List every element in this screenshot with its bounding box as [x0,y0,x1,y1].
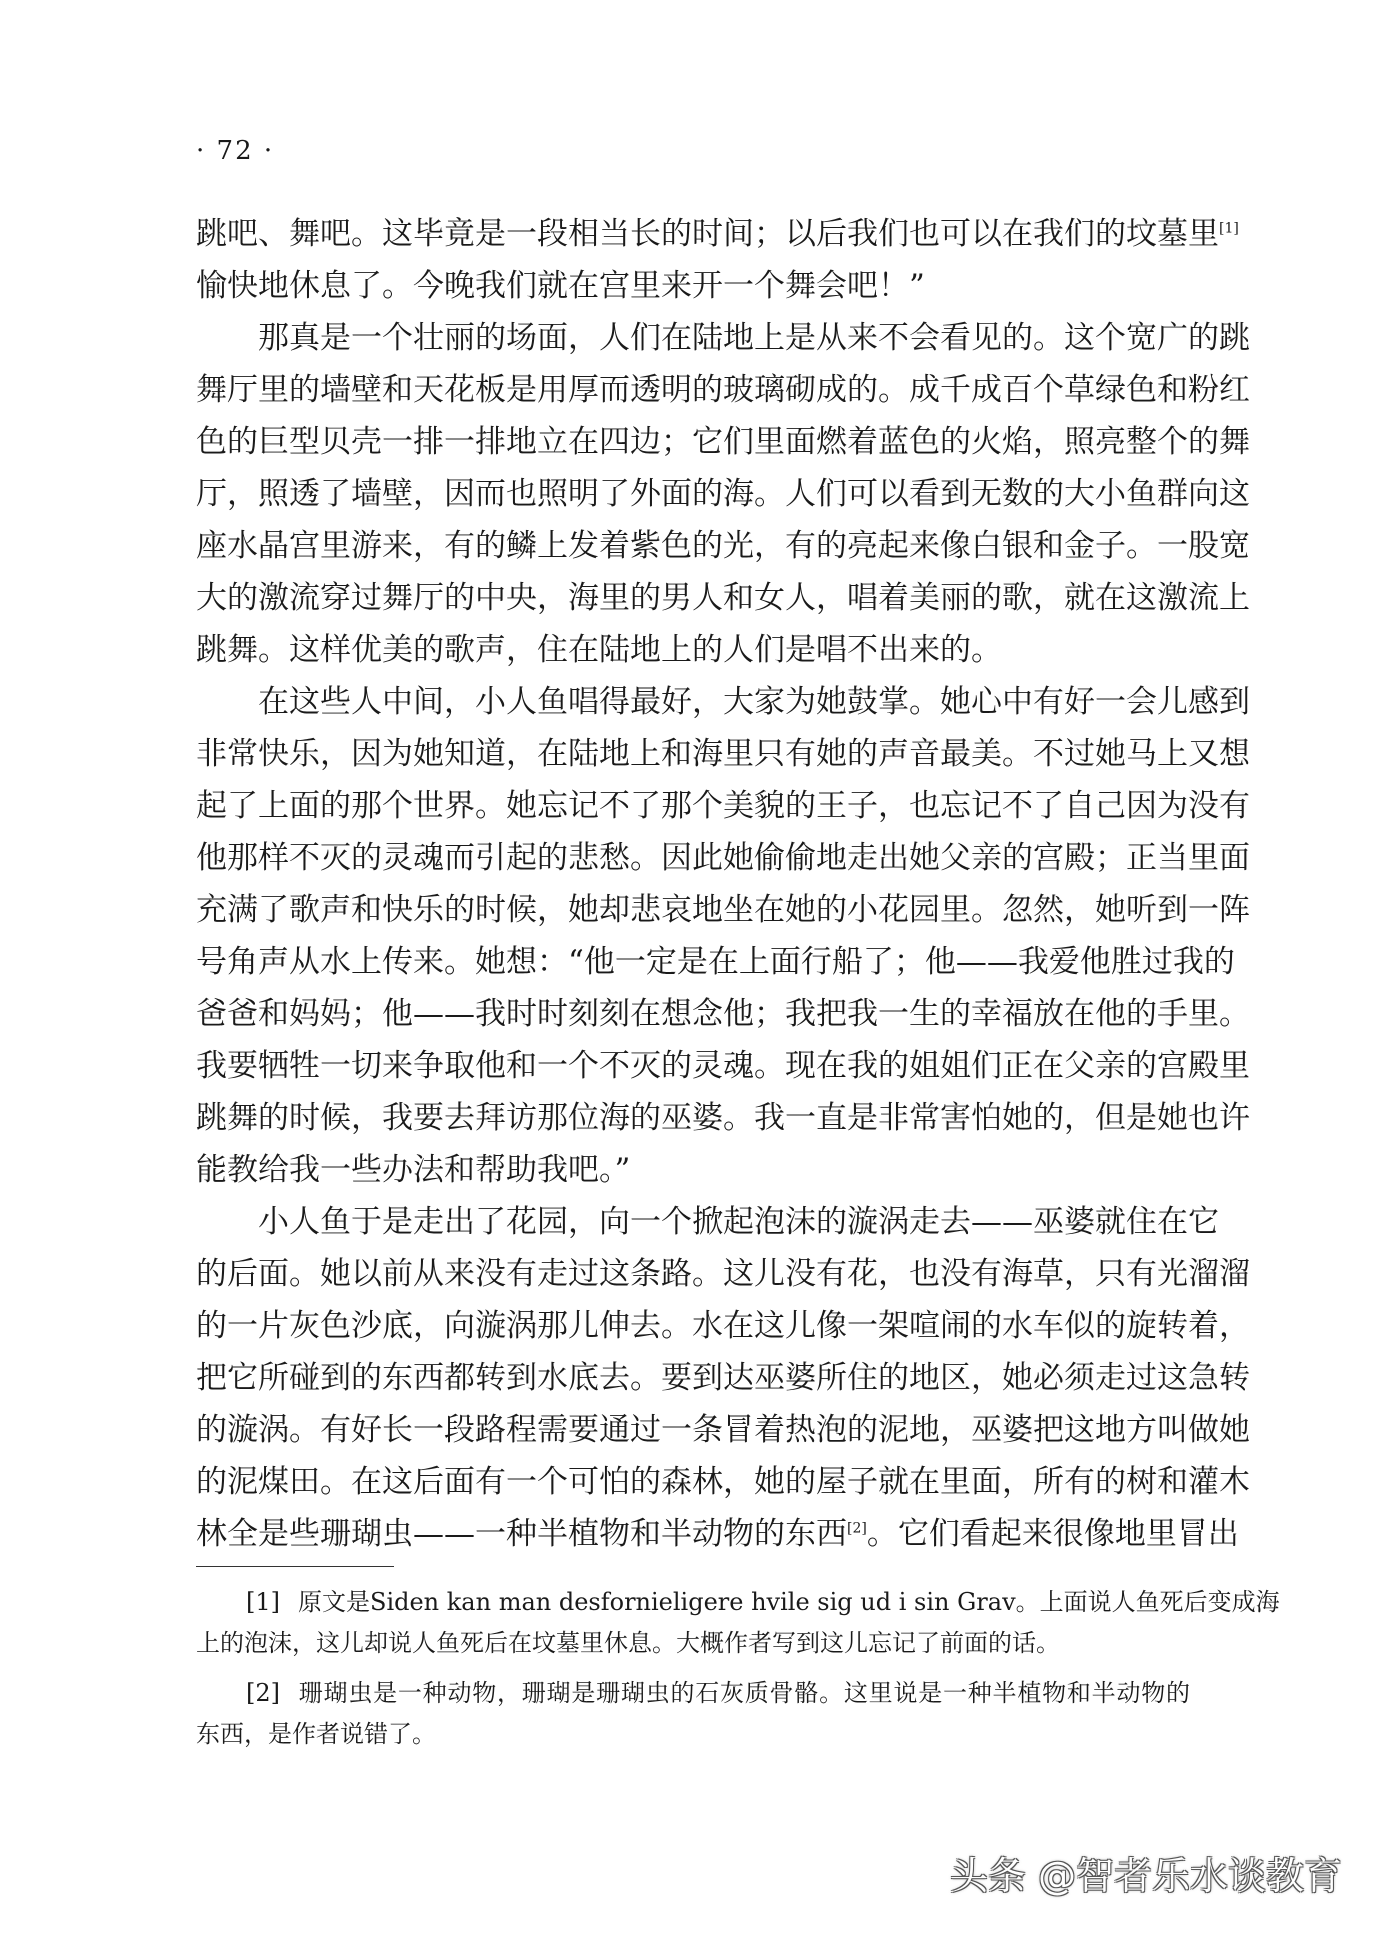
watermark: 头条 @智者乐水谈教育 [949,1854,1342,1898]
text-line: 的后面。她以前从来没有走过这条路。这儿没有花，也没有海草，只有光溜溜 [196,1256,1250,1292]
footnote-divider [196,1566,394,1567]
paragraph-start-line: 那真是一个壮丽的场面，人们在陆地上是从来不会看见的。这个宽广的跳 [258,320,1250,356]
text-line: 舞厅里的墙壁和天花板是用厚而透明的玻璃砌成的。成千成百个草绿色和粉红 [196,372,1250,408]
footnote-line: 东西，是作者说错了。 [196,1720,436,1748]
text-line: 大的激流穿过舞厅的中央，海里的男人和女人，唱着美丽的歌，就在这激流上 [196,580,1250,616]
body-text [196,208,1250,1560]
page-number: · 72 · [196,136,275,166]
text-line: 跳舞的时候，我要去拜访那位海的巫婆。我一直是非常害怕她的，但是她也许 [196,1100,1250,1136]
footnote-line: [2] 珊瑚虫是一种动物，珊瑚是珊瑚虫的石灰质骨骼。这里说是一种半植物和半动物的 [196,1673,1190,1714]
footnote-1 [196,1582,1280,1664]
footnotes [196,1582,1280,1755]
text-line: 的泥煤田。在这后面有一个可怕的森林，她的屋子就在里面，所有的树和灌木 [196,1464,1250,1500]
paragraph-start-line: 小人鱼于是走出了花园，向一个掀起泡沫的漩涡走去——巫婆就住在它 [258,1204,1219,1240]
footnote-line: 上的泡沫，这儿却说人鱼死后在坟墓里休息。大概作者写到这儿忘记了前面的话。 [196,1629,1060,1657]
footnote-2 [196,1673,1190,1755]
text-line: 厅，照透了墙壁，因而也照明了外面的海。人们可以看到无数的大小鱼群向这 [196,476,1250,512]
text-line: 他那样不灭的灵魂而引起的悲愁。因此她偷偷地走出她父亲的宫殿；正当里面 [196,840,1250,876]
text-line: 座水晶宫里游来，有的鳞上发着紫色的光，有的亮起来像白银和金子。一股宽 [196,528,1250,564]
footnote-line: [1] 原文是Siden kan man desfornieligere hvile sig ud i sin Grav。上面说人鱼死后变成海 [196,1582,1190,1623]
text-line: 色的巨型贝壳一排一排地立在四边；它们里面燃着蓝色的火焰，照亮整个的舞 [196,424,1250,460]
text-line: 的漩涡。有好长一段路程需要通过一条冒着热泡的泥地，巫婆把这地方叫做她 [196,1412,1250,1448]
text-line: 愉快地休息了。今晚我们就在宫里来开一个舞会吧！” [196,268,925,304]
text-line: 能教给我一些办法和帮助我吧。” [196,1152,631,1188]
text-line: 的一片灰色沙底，向漩涡那儿伸去。水在这儿像一架喧闹的水车似的旋转着， [196,1308,1250,1344]
text-line: 非常快乐，因为她知道，在陆地上和海里只有她的声音最美。不过她马上又想 [196,736,1250,772]
text-line: 跳舞。这样优美的歌声，住在陆地上的人们是唱不出来的。 [196,632,1002,668]
footnote-number: [2] [246,1679,280,1707]
text-line: 爸爸和妈妈；他——我时时刻刻在想念他；我把我一生的幸福放在他的手里。 [196,996,1250,1032]
paragraph-start-line: 在这些人中间，小人鱼唱得最好，大家为她鼓掌。她心中有好一会儿感到 [258,684,1250,720]
text-line: 号角声从水上传来。她想：“他一定是在上面行船了；他——我爱他胜过我的 [196,944,1235,980]
text-line: 把它所碰到的东西都转到水底去。要到达巫婆所住的地区，她必须走过这急转 [196,1360,1250,1396]
text-line: 充满了歌声和快乐的时候，她却悲哀地坐在她的小花园里。忽然，她听到一阵 [196,892,1250,928]
footnote-number: [1] [246,1588,280,1616]
text-line: 跳吧、舞吧。这毕竟是一段相当长的时间；以后我们也可以在我们的坟墓里[1] [196,216,1239,252]
text-line: 我要牺牲一切来争取他和一个不灭的灵魂。现在我的姐姐们正在父亲的宫殿里 [196,1048,1250,1084]
footnote-ref-2[interactable]: [2] [847,1520,867,1537]
text-line: 起了上面的那个世界。她忘记不了那个美貌的王子，也忘记不了自己因为没有 [196,788,1250,824]
text-line: 林全是些珊瑚虫——一种半植物和半动物的东西[2]。它们看起来很像地里冒出 [196,1516,1239,1552]
footnote-ref-1[interactable]: [1] [1219,220,1239,237]
